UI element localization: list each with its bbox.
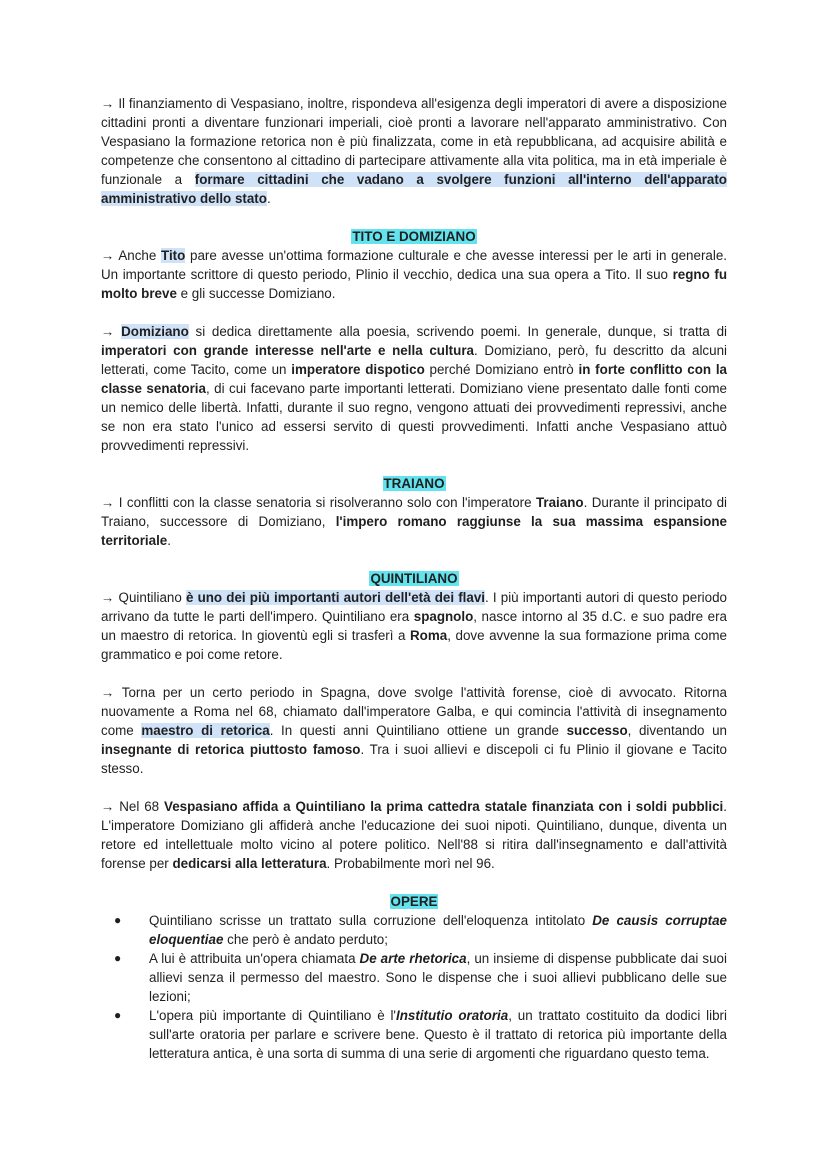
list-opere bbox=[101, 911, 727, 1063]
highlight-funzioni-amministrative: formare cittadini che vadano a svolgere funzioni all'interno dell'apparato amministrativo dello stato bbox=[101, 172, 727, 206]
bullet-icon: ● bbox=[114, 1008, 122, 1022]
document-page bbox=[101, 94, 727, 1063]
paragraph-domiziano: → Domiziano si dedica direttamente alla poesia, scrivendo poemi. In generale, dunque, si tratta di imperatori con grande interesse nell'arte e nella cultura. Domiziano, però, fu descritto da alcuni letterati, come Tacito, come un imperatore dispotico perché Domiziano entrò in forte conflitto con la classe senatoria, di cui facevano parte importanti letterati. Domiziano viene presentato dalle fonti come un nemico delle libertà. Infatti, durante il suo regno, vengono attuati dei provvedimenti repressivi, anche se non era stato l'unico ad essersi servito di questi provvedimenti. Infatti anche Vespasiano attuò provvedimenti repressivi. bbox=[101, 324, 727, 453]
heading-quintiliano: QUINTILIANO bbox=[370, 571, 458, 586]
list-item: ● L'opera più importante di Quintiliano è l'Institutio oratoria, un trattato costituito da dodici libri sull'arte oratoria per parlare e scrivere bene. Questo è il trattato di retorica più importante della letteratura antica, è una sorta di summa di una serie di argomenti che riguardano questo tema. bbox=[114, 1008, 727, 1061]
paragraph-tito: → Anche Tito pare avesse un'ottima formazione culturale e che avesse interessi per le arti in generale. Un importante scrittore di questo periodo, Plinio il vecchio, dedica una sua opera a Tito. Il suo regno fu molto breve e gli successe Domiziano. bbox=[101, 248, 728, 301]
bullet-icon: ● bbox=[114, 913, 122, 927]
heading-opere: OPERE bbox=[390, 894, 438, 909]
paragraph-vespasiano-finanziamento: → Il finanziamento di Vespasiano, inoltre, rispondeva all'esigenza degli imperatori di avere a disposizione cittadini pronti a diventare funzionari imperiali, cioè pronti a lavorare nell'apparato amministrativo. Con Vespasiano la formazione retorica non è più finalizzata, come in età repubblicana, ad acquisire abilità e competenze che consentono al cittadino di partecipare attivamente alla vita politica, ma in età imperiale è funzionale a formare cittadini che vadano a svolgere funzioni all'interno dell'apparato amministrativo dello stato. bbox=[101, 96, 727, 206]
heading-tito-domiziano: TITO E DOMIZIANO bbox=[352, 229, 476, 244]
paragraph-quintiliano-carriera: → Torna per un certo periodo in Spagna, dove svolge l'attività forense, cioè di avvocato. Ritorna nuovamente a Roma nel 68, chiamato dall'imperatore Galba, e qui comincia l'attività di insegnamento come maestro di retorica. In questi anni Quintiliano ottiene un grande successo, diventando un insegnante di retorica piuttosto famoso. Tra i suoi allievi e discepoli ci fu Plinio il giovane e Tacito stesso. bbox=[101, 685, 727, 776]
highlight-domiziano: Domiziano bbox=[121, 324, 189, 339]
highlight-maestro-retorica: maestro di retorica bbox=[141, 723, 270, 738]
list-item: ● A lui è attribuita un'opera chiamata De arte rhetorica, un insieme di dispense pubblicate dai suoi allievi senza il permesso del maestro. Sono le dispense che i suoi allievi pubblicano delle sue lezioni; bbox=[114, 951, 727, 1004]
highlight-autori-flavi: è uno dei più importanti autori dell'età dei flavi bbox=[185, 590, 486, 605]
paragraph-traiano: → I conflitti con la classe senatoria si risolveranno solo con l'imperatore Traiano. Durante il principato di Traiano, successore di Domiziano, l'impero romano raggiunse la sua massima espansione territoriale. bbox=[101, 495, 727, 548]
bullet-icon: ● bbox=[114, 951, 122, 965]
paragraph-quintiliano-cattedra: → Nel 68 Vespasiano affida a Quintiliano la prima cattedra statale finanziata con i soldi pubblici. L'imperatore Domiziano gli affiderà anche l'educazione dei suoi nipoti. Quintiliano, dunque, diventa un retore ed intellettuale molto vicino al potere politico. Nell'88 si ritira dall'insegnamento e dall'attività forense per dedicarsi alla letteratura. Probabilmente morì nel 96. bbox=[101, 799, 727, 871]
heading-traiano: TRAIANO bbox=[383, 476, 445, 491]
highlight-tito: Tito bbox=[161, 248, 186, 263]
list-item: ● Quintiliano scrisse un trattato sulla corruzione dell'eloquenza intitolato De causis corruptae eloquentiae che però è andato perduto; bbox=[114, 913, 727, 947]
paragraph-quintiliano-intro: → Quintiliano è uno dei più importanti autori dell'età dei flavi. I più importanti autori di questo periodo arrivano da tutte le parti dell'impero. Quintiliano era spagnolo, nasce intorno al 35 d.C. e suo padre era un maestro di retorica. In gioventù egli si trasferì a Roma, dove avvenne la sua formazione prima come grammatico e poi come retore. bbox=[101, 590, 727, 662]
